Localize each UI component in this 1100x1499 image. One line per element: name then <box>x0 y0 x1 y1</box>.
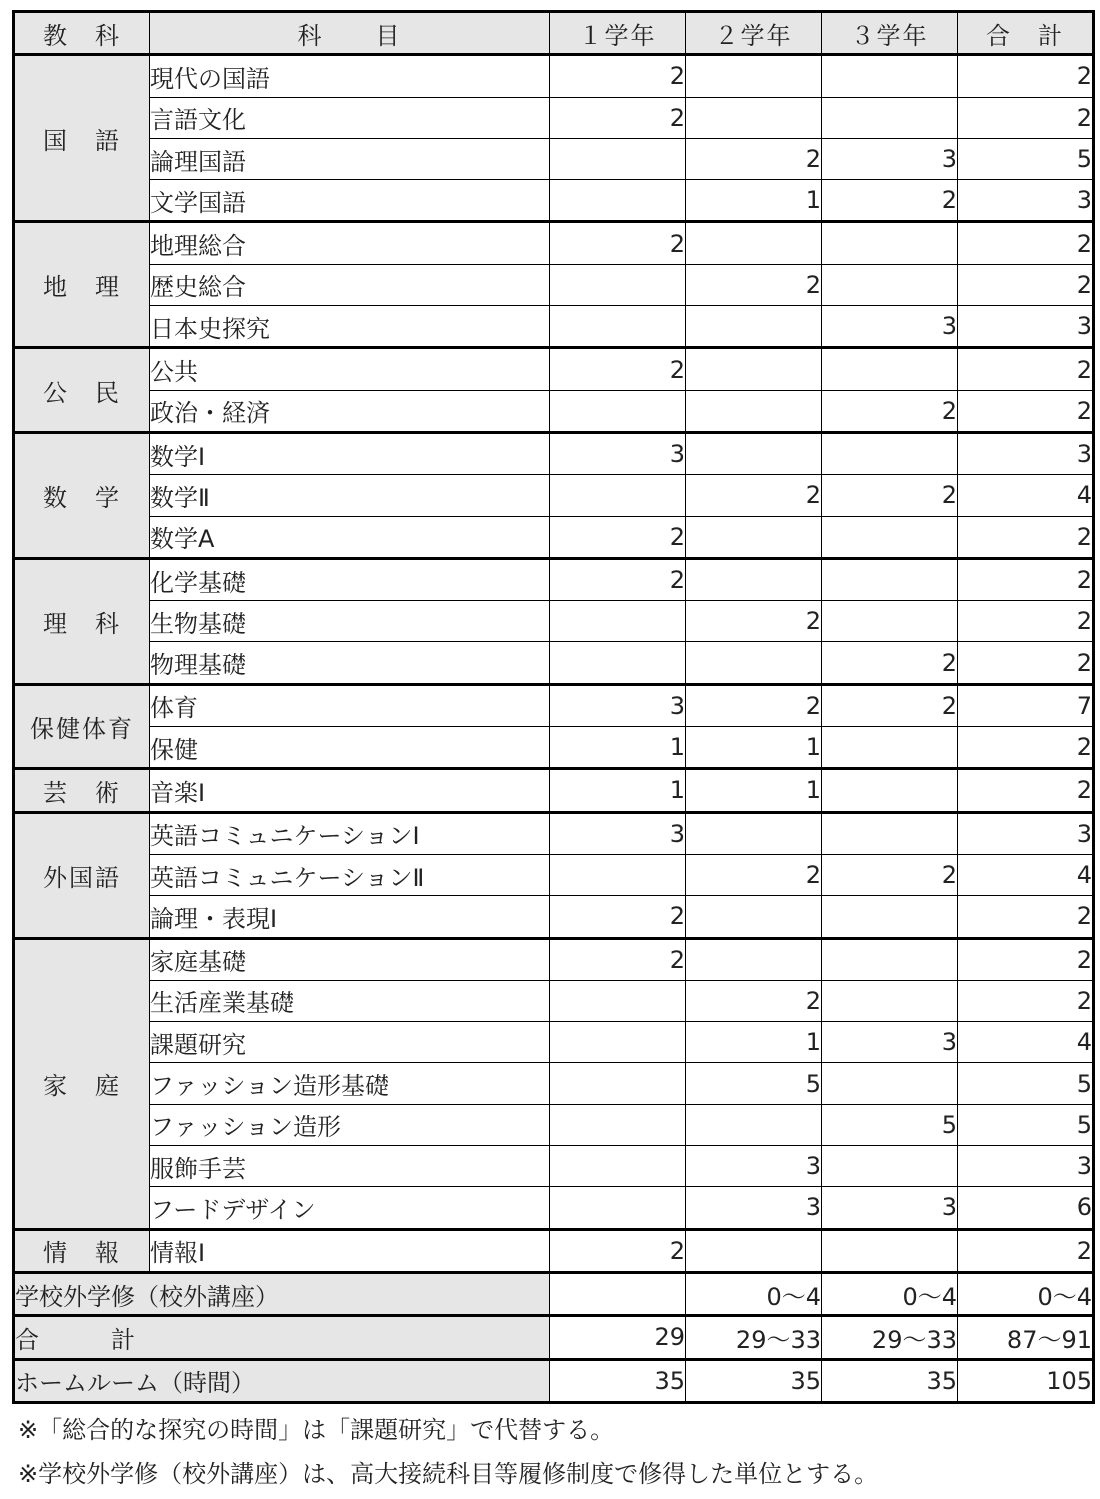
total-credits-cell: 2 <box>958 727 1094 769</box>
year2-credits-cell: 1 <box>686 180 822 222</box>
curriculum-table <box>12 10 1095 1404</box>
year1-credits-cell <box>550 475 686 516</box>
year2-credits-cell <box>686 516 822 558</box>
year1-credits-cell: 29 <box>550 1316 686 1359</box>
year3-credits-cell <box>822 432 958 474</box>
table-row <box>14 684 1094 726</box>
year2-credits-cell <box>686 390 822 432</box>
course-name-cell: 日本史探究 <box>150 306 550 348</box>
year2-credits-cell <box>686 938 822 980</box>
course-name-cell: フードデザイン <box>150 1187 550 1229</box>
year1-credits-cell: 2 <box>550 938 686 980</box>
year1-credits-cell <box>550 980 686 1021</box>
year2-credits-cell <box>686 55 822 97</box>
table-row <box>14 896 1094 938</box>
year2-credits-cell: 5 <box>686 1063 822 1104</box>
year3-credits-cell <box>822 348 958 390</box>
header-row <box>14 12 1094 55</box>
table-row <box>14 475 1094 516</box>
course-name-cell: 生物基礎 <box>150 601 550 642</box>
table-row <box>14 264 1094 305</box>
total-credits-cell: 2 <box>958 390 1094 432</box>
year1-credits-cell <box>550 180 686 222</box>
total-credits-cell: 2 <box>958 558 1094 600</box>
total-credits-cell: 0〜4 <box>958 1272 1094 1315</box>
table-body <box>14 55 1094 1403</box>
year2-credits-cell <box>686 306 822 348</box>
summary-label-cell: 合 計 <box>14 1316 550 1359</box>
course-name-cell: 現代の国語 <box>150 55 550 97</box>
year3-credits-cell <box>822 1229 958 1272</box>
year2-credits-cell <box>686 896 822 938</box>
course-name-cell: 論理国語 <box>150 138 550 179</box>
table-row <box>14 854 1094 895</box>
subject-area-cell: 保健体育 <box>14 684 150 769</box>
year1-credits-cell: 1 <box>550 727 686 769</box>
year3-credits-cell <box>822 938 958 980</box>
course-name-cell: 数学Ⅰ <box>150 432 550 474</box>
table-row <box>14 1104 1094 1145</box>
total-credits-cell: 2 <box>958 97 1094 138</box>
table-row <box>14 180 1094 222</box>
table-row <box>14 390 1094 432</box>
subject-area-cell: 公 民 <box>14 348 150 433</box>
table-row <box>14 558 1094 600</box>
header-cell-subject-area: 教 科 <box>14 12 150 55</box>
year1-credits-cell <box>550 1272 686 1315</box>
year3-credits-cell <box>822 1063 958 1104</box>
year3-credits-cell <box>822 55 958 97</box>
course-name-cell: 生活産業基礎 <box>150 980 550 1021</box>
year2-credits-cell <box>686 348 822 390</box>
year3-credits-cell: 2 <box>822 642 958 684</box>
course-name-cell: 数学A <box>150 516 550 558</box>
year3-credits-cell <box>822 601 958 642</box>
course-name-cell: 音楽Ⅰ <box>150 769 550 812</box>
total-credits-cell: 2 <box>958 222 1094 264</box>
year1-credits-cell <box>550 1022 686 1063</box>
summary-label-cell: 学校外学修（校外講座） <box>14 1272 550 1315</box>
year3-credits-cell: 3 <box>822 138 958 179</box>
year3-credits-cell <box>822 97 958 138</box>
total-credits-cell: 6 <box>958 1187 1094 1229</box>
year2-credits-cell <box>686 642 822 684</box>
year3-credits-cell: 2 <box>822 475 958 516</box>
total-credits-cell: 105 <box>958 1359 1094 1402</box>
year3-credits-cell: 35 <box>822 1359 958 1402</box>
year1-credits-cell: 2 <box>550 348 686 390</box>
course-name-cell: 物理基礎 <box>150 642 550 684</box>
year1-credits-cell: 1 <box>550 769 686 812</box>
year2-credits-cell <box>686 1104 822 1145</box>
table-row <box>14 306 1094 348</box>
subject-area-cell: 家 庭 <box>14 938 150 1229</box>
course-name-cell: 課題研究 <box>150 1022 550 1063</box>
total-credits-cell: 2 <box>958 980 1094 1021</box>
year3-credits-cell: 0〜4 <box>822 1272 958 1315</box>
year3-credits-cell: 2 <box>822 684 958 726</box>
total-credits-cell: 7 <box>958 684 1094 726</box>
total-credits-cell: 2 <box>958 264 1094 305</box>
header-cell-year1: １学年 <box>550 12 686 55</box>
footnote: ※「総合的な探究の時間」は「課題研究」で代替する。 <box>18 1416 615 1444</box>
year1-credits-cell: 35 <box>550 1359 686 1402</box>
table-row <box>14 222 1094 264</box>
course-name-cell: 歴史総合 <box>150 264 550 305</box>
subject-area-cell: 情 報 <box>14 1229 150 1272</box>
header-cell-course: 科 目 <box>150 12 550 55</box>
footnote: ※学校外学修（校外講座）は、高大接続科目等履修制度で修得した単位とする。 <box>18 1460 879 1488</box>
year3-credits-cell: 2 <box>822 854 958 895</box>
total-credits-cell: 2 <box>958 516 1094 558</box>
year1-credits-cell: 2 <box>550 55 686 97</box>
table-row <box>14 1229 1094 1272</box>
table-row <box>14 1187 1094 1229</box>
table-row <box>14 601 1094 642</box>
year1-credits-cell: 3 <box>550 432 686 474</box>
year2-credits-cell: 1 <box>686 1022 822 1063</box>
course-name-cell: 保健 <box>150 727 550 769</box>
subject-area-cell: 国 語 <box>14 55 150 222</box>
year2-credits-cell: 2 <box>686 601 822 642</box>
year3-credits-cell <box>822 264 958 305</box>
year2-credits-cell <box>686 97 822 138</box>
course-name-cell: 情報Ⅰ <box>150 1229 550 1272</box>
year3-credits-cell: 3 <box>822 306 958 348</box>
course-name-cell: 政治・経済 <box>150 390 550 432</box>
total-credits-cell: 2 <box>958 938 1094 980</box>
year3-credits-cell: 3 <box>822 1187 958 1229</box>
total-credits-cell: 2 <box>958 348 1094 390</box>
year2-credits-cell: 1 <box>686 727 822 769</box>
subject-area-cell: 数 学 <box>14 432 150 558</box>
year3-credits-cell <box>822 769 958 812</box>
total-credits-cell: 5 <box>958 138 1094 179</box>
table-row <box>14 55 1094 97</box>
year3-credits-cell: 2 <box>822 390 958 432</box>
year1-credits-cell <box>550 854 686 895</box>
header-cell-year3: ３学年 <box>822 12 958 55</box>
year3-credits-cell <box>822 727 958 769</box>
year1-credits-cell <box>550 390 686 432</box>
course-name-cell: 論理・表現Ⅰ <box>150 896 550 938</box>
year2-credits-cell: 2 <box>686 475 822 516</box>
subject-area-cell: 外国語 <box>14 812 150 938</box>
year2-credits-cell <box>686 558 822 600</box>
year2-credits-cell: 35 <box>686 1359 822 1402</box>
year3-credits-cell <box>822 222 958 264</box>
course-name-cell: ファッション造形 <box>150 1104 550 1145</box>
table-row <box>14 980 1094 1021</box>
table-row <box>14 938 1094 980</box>
year2-credits-cell: 2 <box>686 264 822 305</box>
course-name-cell: 言語文化 <box>150 97 550 138</box>
year1-credits-cell <box>550 1146 686 1187</box>
table-row <box>14 97 1094 138</box>
year1-credits-cell: 2 <box>550 896 686 938</box>
year1-credits-cell <box>550 1063 686 1104</box>
table-row <box>14 1146 1094 1187</box>
year2-credits-cell: 2 <box>686 138 822 179</box>
year3-credits-cell: 2 <box>822 180 958 222</box>
year1-credits-cell <box>550 601 686 642</box>
table-row <box>14 1063 1094 1104</box>
course-name-cell: 服飾手芸 <box>150 1146 550 1187</box>
subject-area-cell: 理 科 <box>14 558 150 684</box>
year3-credits-cell: 5 <box>822 1104 958 1145</box>
year3-credits-cell <box>822 558 958 600</box>
course-name-cell: 英語コミュニケーションⅡ <box>150 854 550 895</box>
year3-credits-cell <box>822 1146 958 1187</box>
total-credits-cell: 4 <box>958 1022 1094 1063</box>
year2-credits-cell: 2 <box>686 854 822 895</box>
summary-row <box>14 1316 1094 1359</box>
footnotes <box>18 1408 878 1496</box>
total-credits-cell: 3 <box>958 180 1094 222</box>
course-name-cell: 地理総合 <box>150 222 550 264</box>
year1-credits-cell <box>550 306 686 348</box>
total-credits-cell: 2 <box>958 642 1094 684</box>
year2-credits-cell: 1 <box>686 769 822 812</box>
year1-credits-cell <box>550 138 686 179</box>
total-credits-cell: 3 <box>958 306 1094 348</box>
year3-credits-cell <box>822 516 958 558</box>
total-credits-cell: 2 <box>958 55 1094 97</box>
year2-credits-cell: 29〜33 <box>686 1316 822 1359</box>
year3-credits-cell <box>822 980 958 1021</box>
summary-label-cell: ホームルーム（時間） <box>14 1359 550 1402</box>
total-credits-cell: 2 <box>958 769 1094 812</box>
year1-credits-cell: 2 <box>550 516 686 558</box>
total-credits-cell: 2 <box>958 896 1094 938</box>
total-credits-cell: 87〜91 <box>958 1316 1094 1359</box>
year2-credits-cell <box>686 222 822 264</box>
total-credits-cell: 2 <box>958 1229 1094 1272</box>
course-name-cell: 英語コミュニケーションⅠ <box>150 812 550 854</box>
year2-credits-cell <box>686 1229 822 1272</box>
table-row <box>14 642 1094 684</box>
course-name-cell: 公共 <box>150 348 550 390</box>
year2-credits-cell: 2 <box>686 980 822 1021</box>
course-name-cell: 数学Ⅱ <box>150 475 550 516</box>
total-credits-cell: 5 <box>958 1063 1094 1104</box>
year1-credits-cell: 2 <box>550 558 686 600</box>
table-row <box>14 727 1094 769</box>
year1-credits-cell <box>550 1104 686 1145</box>
year1-credits-cell: 3 <box>550 812 686 854</box>
total-credits-cell: 4 <box>958 854 1094 895</box>
course-name-cell: 文学国語 <box>150 180 550 222</box>
table-row <box>14 432 1094 474</box>
subject-area-cell: 地 理 <box>14 222 150 348</box>
year2-credits-cell <box>686 432 822 474</box>
year3-credits-cell <box>822 812 958 854</box>
total-credits-cell: 3 <box>958 1146 1094 1187</box>
year3-credits-cell <box>822 896 958 938</box>
year1-credits-cell <box>550 1187 686 1229</box>
year3-credits-cell: 3 <box>822 1022 958 1063</box>
year2-credits-cell <box>686 812 822 854</box>
year1-credits-cell <box>550 642 686 684</box>
year1-credits-cell: 3 <box>550 684 686 726</box>
year2-credits-cell: 3 <box>686 1187 822 1229</box>
subject-area-cell: 芸 術 <box>14 769 150 812</box>
year1-credits-cell: 2 <box>550 97 686 138</box>
table-row <box>14 812 1094 854</box>
year2-credits-cell: 3 <box>686 1146 822 1187</box>
course-name-cell: 家庭基礎 <box>150 938 550 980</box>
total-credits-cell: 5 <box>958 1104 1094 1145</box>
table-row <box>14 1022 1094 1063</box>
summary-row <box>14 1359 1094 1402</box>
total-credits-cell: 3 <box>958 812 1094 854</box>
course-name-cell: ファッション造形基礎 <box>150 1063 550 1104</box>
header-cell-total: 合 計 <box>958 12 1094 55</box>
year1-credits-cell: 2 <box>550 1229 686 1272</box>
header-cell-year2: ２学年 <box>686 12 822 55</box>
year1-credits-cell <box>550 264 686 305</box>
total-credits-cell: 3 <box>958 432 1094 474</box>
table-row <box>14 769 1094 812</box>
total-credits-cell: 4 <box>958 475 1094 516</box>
table-row <box>14 138 1094 179</box>
total-credits-cell: 2 <box>958 601 1094 642</box>
table-row <box>14 516 1094 558</box>
year2-credits-cell: 0〜4 <box>686 1272 822 1315</box>
year2-credits-cell: 2 <box>686 684 822 726</box>
year3-credits-cell: 29〜33 <box>822 1316 958 1359</box>
table-row <box>14 348 1094 390</box>
year1-credits-cell: 2 <box>550 222 686 264</box>
course-name-cell: 化学基礎 <box>150 558 550 600</box>
summary-row <box>14 1272 1094 1315</box>
course-name-cell: 体育 <box>150 684 550 726</box>
